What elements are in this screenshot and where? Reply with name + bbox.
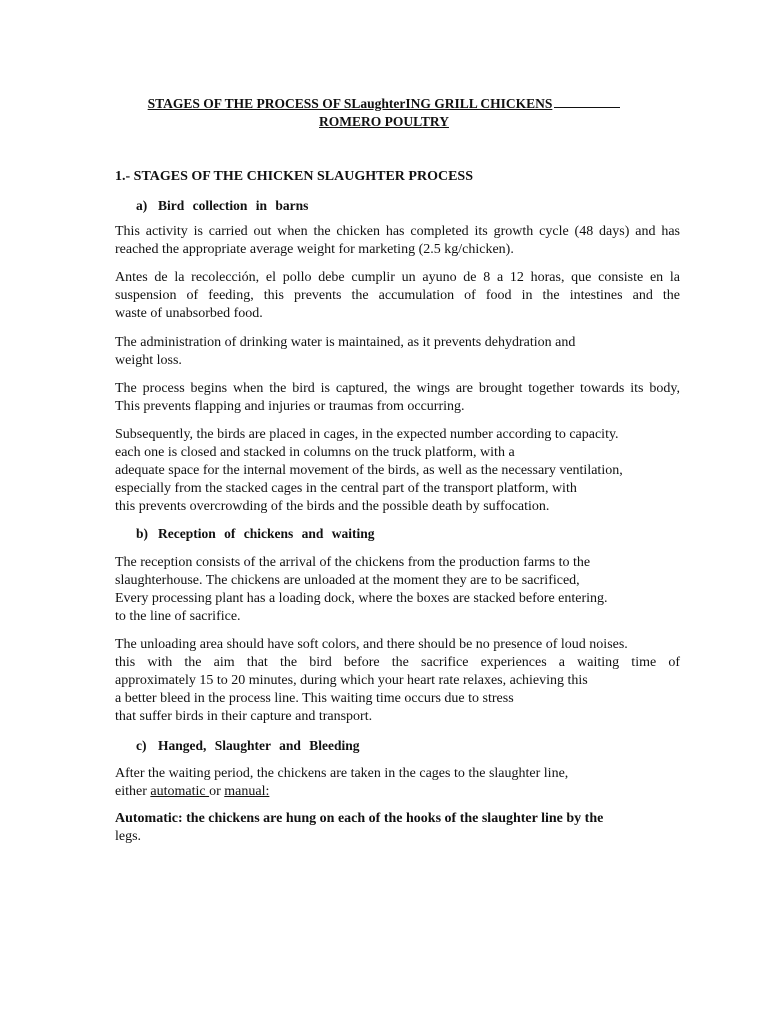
paragraph-line: The process begins when the bird is captured, the wings are brought together towards its body, (115, 381, 680, 396)
text-manual: manual: (224, 784, 270, 799)
paragraph-line: this with the aim that the bird before the sacrifice experiences a waiting time of (115, 655, 680, 670)
paragraph-line (115, 783, 680, 801)
paragraph (115, 554, 680, 626)
subsection-b-heading (136, 525, 375, 543)
paragraph-line: that suffer birds in their capture and transport. (115, 709, 373, 724)
paragraph-line: especially from the stacked cages in the central part of the transport platform, with (115, 481, 577, 496)
text-either: either (115, 784, 151, 799)
paragraph-line: The reception consists of the arrival of the chickens from the production farms to the (115, 555, 591, 570)
paragraph (115, 269, 680, 323)
paragraph-line: Antes de la recolección, el pollo debe cumplir un ayuno de 8 a 12 horas, que consiste en la (115, 270, 680, 285)
paragraph-line: legs. (115, 829, 142, 844)
paragraph (115, 426, 680, 516)
subsection-letter: c) (136, 738, 147, 753)
paragraph-line: slaughterhouse. The chickens are unloaded at the moment they are to be sacrificed, (115, 573, 580, 588)
paragraph-line: This activity is carried out when the chicken has completed its growth cycle (48 days) and has (115, 224, 680, 239)
paragraph-line: This prevents flapping and injuries or traumas from occurring. (115, 399, 465, 414)
paragraph-line: each one is closed and stacked in columns on the truck platform, with a (115, 445, 515, 460)
paragraph (115, 765, 680, 801)
paragraph (115, 334, 680, 370)
subsection-letter: b) (136, 526, 149, 541)
paragraph (115, 223, 680, 259)
paragraph (115, 810, 680, 846)
subsection-a-heading (136, 197, 308, 215)
document-title (0, 95, 768, 113)
paragraph-line: reached the appropriate average weight for marketing (2.5 kg/chicken). (115, 242, 514, 257)
paragraph-line: suspension of feeding, this prevents the accumulation of food in the intestines and the (115, 288, 680, 303)
paragraph-line: The unloading area should have soft colors, and there should be no presence of loud noises. (115, 637, 628, 652)
paragraph-line: Subsequently, the birds are placed in cages, in the expected number according to capacity. (115, 427, 619, 442)
paragraph-line: approximately 15 to 20 minutes, during which your heart rate relaxes, achieving this (115, 673, 588, 688)
subsection-c-heading (136, 737, 360, 755)
section-heading: 1.- STAGES OF THE CHICKEN SLAUGHTER PROCESS (115, 169, 473, 184)
paragraph-line: a better bleed in the process line. This waiting time occurs due to stress (115, 691, 514, 706)
subsection-letter: a) (136, 198, 148, 213)
paragraph-line: The administration of drinking water is maintained, as it prevents dehydration and (115, 335, 576, 350)
paragraph-line: waste of unabsorbed food. (115, 306, 263, 321)
paragraph (115, 380, 680, 416)
paragraph (115, 636, 680, 726)
paragraph-line: weight loss. (115, 353, 182, 368)
company-name: ROMERO POULTRY (319, 114, 449, 129)
paragraph-line: Automatic: the chickens are hung on each of the hooks of the slaughter line by the (115, 811, 604, 826)
subsection-title: Reception of chickens and waiting (158, 526, 375, 541)
paragraph-line: to the line of sacrifice. (115, 609, 241, 624)
text-automatic: automatic (150, 784, 210, 799)
document-title-text: STAGES OF THE PROCESS OF SLaughterING GRILL CHICKENS (147, 96, 553, 111)
title-underline-tail (554, 95, 620, 108)
subsection-title: Bird collection in barns (158, 198, 309, 213)
paragraph-line: After the waiting period, the chickens are taken in the cages to the slaughter line, (115, 766, 569, 781)
text-or: or (209, 784, 225, 799)
paragraph-line: Every processing plant has a loading dock, where the boxes are stacked before entering. (115, 591, 608, 606)
subsection-title: Hanged, Slaughter and Bleeding (158, 738, 360, 753)
paragraph-line: adequate space for the internal movement of the birds, as well as the necessary ventilation, (115, 463, 623, 478)
paragraph-line: this prevents overcrowding of the birds and the possible death by suffocation. (115, 499, 550, 514)
